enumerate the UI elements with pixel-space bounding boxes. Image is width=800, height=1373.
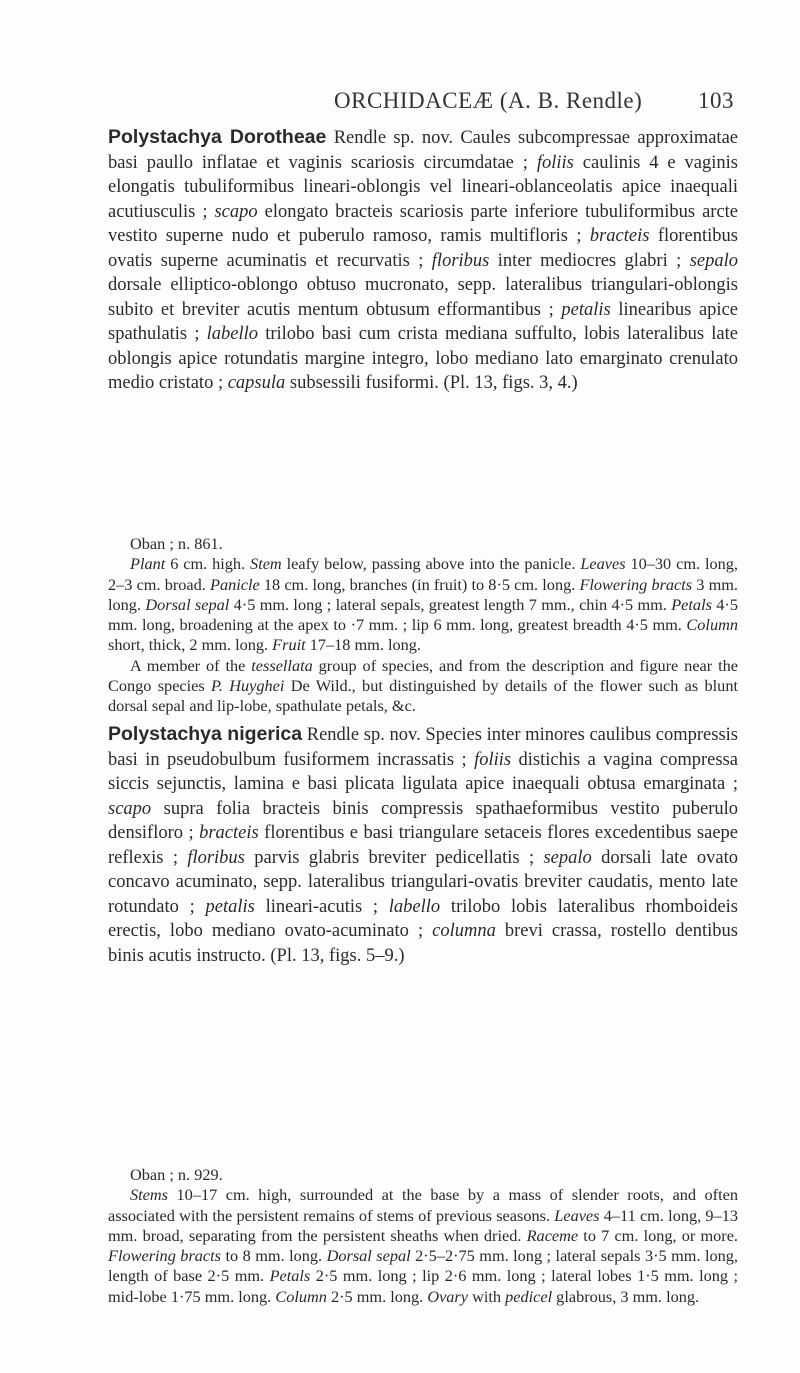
species1-diagnosis-text <box>108 125 738 396</box>
species1-latin-c: elongato bracteis scariosis parte inferiore tubuliformibus arcte vestito superne nudo et puberulo ramoso, ramis multifloris ; <box>108 201 739 246</box>
species1-column-label: Column <box>686 615 738 635</box>
species2-petalis-label: petalis <box>205 896 255 917</box>
species1-authority: Rendle sp. nov. <box>326 128 461 148</box>
species2-latin-c: supra folia bracteis binis compressis spathaeformibus vestito puberulo densifloro ; <box>108 798 738 843</box>
running-head-title: ORCHIDACEÆ (A. B. Rendle) <box>334 88 643 113</box>
species2-scapo-label: scapo <box>108 798 152 819</box>
species1-latin-f: dorsale elliptico-oblongo obtuso mucronato, sepp. lateralibus triangulari-oblongis subito et breviter acutis mentum obtusum efformantibus ; <box>108 275 738 320</box>
species2-column-label: Column <box>275 1286 327 1306</box>
species2-latin-f: dorsali late ovato concavo acuminato, sepp. lateralibus triangulari-ovatis breviter caudatis, mento late rotundato ; <box>108 847 738 917</box>
species1-latin-h: trilobo basi cum crista mediana suffulto, lobis lateralibus late oblongis apice rotundatis margine integro, lobo mediano lato emarginato crenulato medio cristato ; <box>108 324 738 393</box>
species2-ovary-label: Ovary <box>427 1286 468 1306</box>
species1-capsula-label: capsula <box>227 373 286 393</box>
species2-name: Polystachya nigerica <box>108 723 303 745</box>
species2-diagnosis <box>108 722 738 968</box>
species1-latin-g: linearibus apice spathulatis ; <box>108 299 738 344</box>
species2-foliis-label: foliis <box>474 749 512 770</box>
species1-panicle-text: 18 cm. long, branches (in fruit) to 8·5 cm. long. <box>259 574 580 594</box>
species2-latin-i: brevi crassa, rostello dentibus binis acutis instructo. (Pl. 13, figs. 5–9.) <box>108 921 738 966</box>
species1-labello-label: labello <box>206 324 259 344</box>
species1-floribus-label: floribus <box>431 250 490 271</box>
species1-panicle-label: Panicle <box>210 574 260 594</box>
species2-columna-label: columna <box>432 921 496 941</box>
species1-latin-a: Caules subcompressae approximatae basi paullo inflatae et vaginis scariosis circumdatae ; <box>108 128 738 173</box>
species2-raceme-text: to 7 cm. long, or more. <box>578 1225 739 1245</box>
species2-latin-d: florentibus e basi triangulare setaceis flores excedentibus saepe reflexis ; <box>108 823 739 868</box>
species1-stem-label: Stem <box>250 554 282 574</box>
species1-plant-label: Plant <box>130 554 166 574</box>
species2-locality: Oban ; n. 929. <box>130 1165 223 1184</box>
species1-petals-label: Petals <box>671 594 712 614</box>
species1-locality: Oban ; n. 861. <box>130 534 223 553</box>
species2-raceme-label: Raceme <box>526 1225 579 1245</box>
species1-bracteis-label: bracteis <box>589 226 650 246</box>
species2-ovary-text: glabrous, 3 mm. long. <box>552 1286 700 1306</box>
species2-bracts-label: Flowering bracts <box>108 1246 222 1266</box>
species1-bracts-label: Flowering bracts <box>579 574 693 594</box>
species2-stems-text: 10–17 cm. high, surrounded at the base by a mass of slender roots, and often associated with the persistent remains of stems of previous seasons. <box>108 1185 738 1225</box>
species2-diagnosis-text <box>108 722 738 968</box>
species1-huyghei-label: P. Huyghei <box>211 676 285 696</box>
species2-column-text: 2·5 mm. long. <box>326 1286 428 1306</box>
species2-measurements <box>108 1185 738 1307</box>
species2-authority: Rendle sp. nov. <box>302 725 426 745</box>
species1-foliis-label: foliis <box>536 152 574 173</box>
page-number: 103 <box>698 88 734 113</box>
species1-sepalo-label: sepalo <box>689 250 738 271</box>
species2-bracts-text: to 8 mm. long. <box>221 1246 327 1266</box>
species1-diagnosis <box>108 125 738 396</box>
running-head <box>334 88 734 114</box>
species1-plant-text: 6 cm. high. <box>165 554 251 574</box>
species1-fruit-text: 17–18 mm. long. <box>305 635 421 655</box>
species1-latin-i: subsessili fusiformi. (Pl. 13, figs. 3, 4.) <box>285 373 578 393</box>
species1-petals-text: 4·5 mm. long, broadening at the apex to ·7 mm. ; lip 6 mm. long, greatest breadth 4·5 mm. <box>108 594 738 635</box>
species2-latin-e: parvis glabris breviter pedicellatis ; <box>244 847 544 868</box>
species2-latin-b: distichis a vagina compressa siccis sejunctis, lamina e basi plicata ligulata apice inaequali obtusa emarginata ; <box>108 749 738 794</box>
species1-stem-text: leafy below, passing above into the panicle. <box>281 554 581 574</box>
species1-note <box>108 656 738 717</box>
species1-tessellata-label: tessellata <box>251 655 313 675</box>
species2-bracteis-label: bracteis <box>199 823 259 843</box>
species2-pedicel-label: pedicel <box>505 1286 553 1306</box>
species2-ovary-mid: with <box>468 1286 506 1306</box>
species2-leaves-label: Leaves <box>554 1205 600 1225</box>
species1-bracts-text: 3 mm. long. <box>108 574 739 614</box>
species2-petals-text: 2·5 mm. long ; lip 2·6 mm. long ; lateral lobes 1·5 mm. long ; mid-lobe 1·75 mm. long. <box>108 1266 738 1306</box>
species1-leaves-text: 10–30 cm. long, 2–3 cm. broad. <box>108 554 738 594</box>
species1-column-text: short, thick, 2 mm. long. <box>108 635 273 655</box>
species1-petalis-label: petalis <box>561 299 611 320</box>
species1-description <box>108 534 738 717</box>
species2-floribus-label: floribus <box>187 847 245 868</box>
species1-note-c: De Wild., but distinguished by details of the flower such as blunt dorsal sepal and lip-lobe, spathulate petals, &c. <box>108 676 738 716</box>
species2-sepalo-label: sepalo <box>543 847 592 868</box>
species2-latin-g: lineari-acutis ; <box>254 896 389 917</box>
species1-latin-b: caulinis 4 e vaginis elongatis tubuliformibus lineari-oblongis vel lineari-oblanceolatis apice inaequali acutiusculis ; <box>108 152 738 222</box>
species1-dorsal-text: 4·5 mm. long ; lateral sepals, greatest length 7 mm., chin 4·5 mm. <box>229 594 672 614</box>
species2-dorsal-label: Dorsal sepal <box>326 1246 411 1266</box>
species1-note-b: group of species, and from the description and figure near the Congo species <box>108 655 738 696</box>
species2-leaves-text: 4–11 cm. long, 9–13 mm. broad, separating from the persistent sheaths when dried. <box>108 1205 738 1245</box>
species2-petals-label: Petals <box>269 1266 311 1286</box>
species1-name: Polystachya Dorotheae <box>108 126 327 148</box>
species2-dorsal-text: 2·5–2·75 mm. long ; lateral sepals 3·5 mm. long, length of base 2·5 mm. <box>108 1246 738 1286</box>
species1-dorsal-label: Dorsal sepal <box>145 594 230 614</box>
species1-note-a: A member of the <box>130 655 252 675</box>
species1-fruit-label: Fruit <box>272 635 306 655</box>
species1-latin-d: florentibus ovatis superne acuminatis et recurvatis ; <box>108 226 739 271</box>
species2-labello-label: labello <box>388 896 441 917</box>
species1-scapo-label: scapo <box>214 201 258 222</box>
species2-description <box>108 1165 738 1307</box>
species1-leaves-label: Leaves <box>580 554 626 574</box>
species2-latin-h: trilobo lobis lateralibus rhomboideis erectis, lobo mediano ovato-acuminato ; <box>108 896 738 941</box>
species2-latin-a: Species inter minores caulibus compressis basi in pseudobulbum fusiformem incrassatis ; <box>108 725 738 770</box>
species1-measurements <box>108 554 738 655</box>
species1-latin-e: inter mediocres glabri ; <box>489 250 690 271</box>
species2-stems-label: Stems <box>130 1185 168 1205</box>
